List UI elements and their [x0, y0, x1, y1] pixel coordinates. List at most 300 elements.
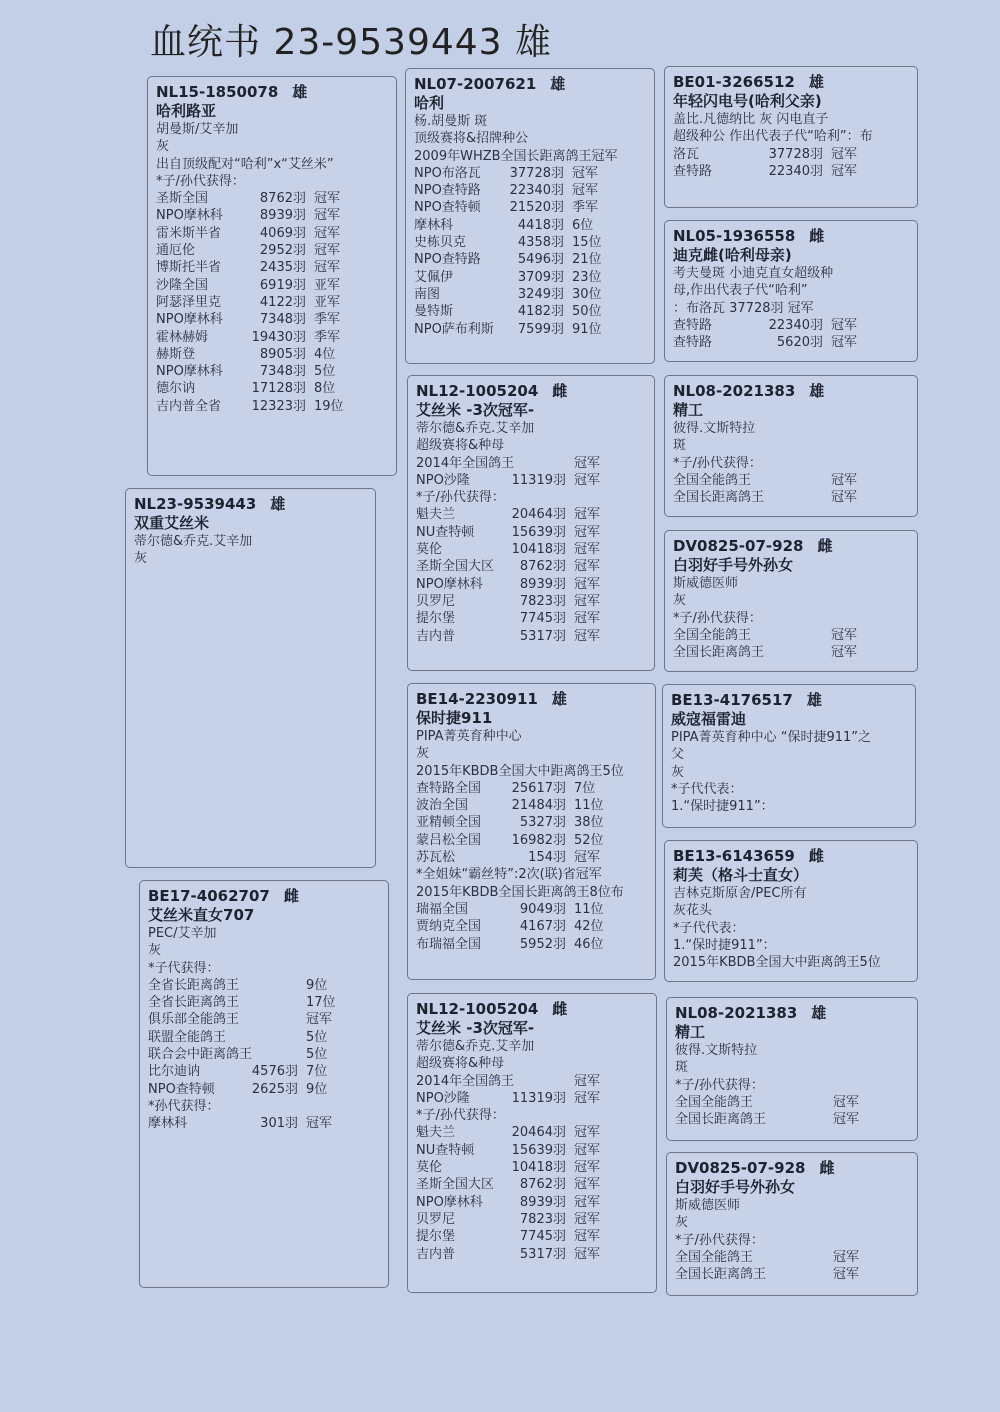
ring-number	[414, 75, 646, 93]
record-result: 5位	[306, 1029, 328, 1045]
record-race: 全省长距离鸽王	[148, 977, 240, 993]
record-row	[675, 1111, 909, 1128]
info-line: 灰花头	[673, 903, 713, 919]
record-birds: 5620羽	[776, 335, 823, 351]
record-race: 布瑞福全国	[416, 936, 482, 952]
record-result: 冠军	[572, 165, 599, 181]
record-result: 30位	[572, 286, 602, 302]
record-result: 11位	[574, 901, 604, 917]
record-result: 冠军	[314, 243, 341, 259]
bird-name: 保时捷911	[416, 709, 493, 727]
info-line: 盖比.凡德纳比 灰 闪电直子	[673, 112, 829, 127]
info-line: 超级赛将&种母	[416, 1056, 505, 1072]
pedigree-card-sire	[147, 76, 397, 476]
record-birds: 15639羽	[511, 524, 566, 540]
record-race: NU查特顿	[416, 1142, 475, 1158]
record-birds	[763, 1111, 833, 1128]
record-row	[416, 1176, 648, 1193]
ring-number	[673, 537, 909, 555]
record-result: 冠军	[574, 611, 601, 627]
record-row	[416, 1228, 648, 1245]
info-line: 出自顶级配对“哈利”x“艾丝米”	[156, 156, 334, 172]
record-result: 冠军	[574, 542, 601, 558]
record-birds: 17128羽	[251, 381, 306, 397]
record-result: 冠军	[314, 208, 341, 224]
info-line: 斯威德医师	[673, 576, 739, 591]
record-result: 冠军	[574, 507, 601, 523]
record-result: 冠军	[314, 225, 341, 241]
record-row	[156, 329, 388, 346]
record-race: 全国长距离鸽王	[675, 1267, 767, 1283]
ring-id: NL05-1936558	[673, 227, 796, 245]
info-line: *子/孙代获得：	[675, 1077, 764, 1093]
record-row	[416, 832, 647, 849]
record-row	[414, 286, 646, 303]
record-birds: 7599羽	[517, 321, 564, 337]
record-row	[416, 1142, 648, 1159]
pedigree-card-ggp-8	[666, 1152, 918, 1296]
record-result: 冠军	[831, 146, 858, 162]
record-result: 冠军	[314, 260, 341, 276]
info-line: 蒂尔德&乔克.艾辛加	[416, 1039, 535, 1054]
ring-id: NL08-2021383	[675, 1004, 798, 1022]
record-race: 查特路	[673, 163, 713, 179]
record-row	[673, 627, 909, 644]
record-race: 全国全能鸽王	[675, 1249, 754, 1265]
record-race: 亚精顿全国	[416, 815, 482, 831]
record-row	[675, 1094, 909, 1111]
sex-label: 雌	[819, 1159, 835, 1177]
record-birds: 8939羽	[259, 208, 306, 224]
record-result: 38位	[574, 815, 604, 831]
record-row	[156, 380, 388, 397]
record-row	[156, 398, 388, 415]
record-row	[156, 242, 388, 259]
info-line: 杨.胡曼斯 斑	[414, 114, 488, 129]
record-result: 冠军	[831, 645, 858, 661]
record-race: 雷米斯半省	[156, 225, 222, 241]
record-row	[416, 1090, 648, 1107]
record-result: 冠军	[574, 472, 601, 488]
record-race: 全国全能鸽王	[673, 472, 752, 488]
bird-name: 白羽好手号外孙女	[673, 556, 794, 574]
info-line: *孙代获得：	[148, 1098, 220, 1114]
record-row	[156, 225, 388, 242]
record-race: 苏瓦松	[416, 850, 456, 866]
info-line: 胡曼斯/艾辛加	[156, 122, 239, 137]
info-line: 灰	[673, 593, 687, 609]
record-row	[416, 918, 647, 935]
info-line: *子/孙代获得：	[675, 1232, 764, 1248]
ring-id: NL23-9539443	[134, 495, 257, 513]
record-birds: 11319羽	[511, 1090, 566, 1106]
record-race: NPO沙隆	[416, 472, 470, 488]
ring-number	[416, 382, 646, 400]
ring-id: DV0825-07-928	[673, 537, 804, 555]
ring-id: BE17-4062707	[148, 887, 270, 905]
record-birds: 4167羽	[519, 919, 566, 935]
record-race: NPO摩林科	[156, 364, 223, 380]
record-result: 冠军	[574, 593, 601, 609]
record-result: 冠军	[833, 1112, 860, 1128]
pedigree-card-ggp-6	[664, 840, 918, 982]
record-birds: 21484羽	[511, 798, 566, 814]
record-result: 冠军	[833, 1267, 860, 1283]
record-birds: 2625羽	[251, 1081, 298, 1097]
record-race: 圣斯全国大区	[416, 559, 495, 575]
record-row	[416, 849, 647, 866]
bird-name: 双重艾丝米	[134, 514, 210, 532]
record-row	[156, 346, 388, 363]
record-row	[673, 146, 909, 163]
record-row	[416, 1073, 648, 1090]
ring-number	[675, 1004, 909, 1022]
info-line: *子代获得：	[148, 960, 220, 976]
record-result: 冠军	[572, 183, 599, 199]
record-row	[156, 207, 388, 224]
record-birds	[236, 1011, 306, 1028]
ring-number	[156, 83, 388, 101]
record-birds: 2435羽	[259, 260, 306, 276]
record-result: 冠军	[314, 191, 341, 207]
ring-id: NL12-1005204	[416, 382, 539, 400]
record-birds: 22340羽	[768, 163, 823, 179]
record-row	[156, 277, 388, 294]
record-birds: 7745羽	[519, 1229, 566, 1245]
record-race: NPO布洛瓦	[414, 165, 481, 181]
record-result: 17位	[306, 995, 336, 1011]
record-row	[148, 1063, 380, 1080]
record-race: 联盟全能鸽王	[148, 1029, 227, 1045]
sex-label: 雄	[808, 73, 824, 91]
pedigree-card-ggp-7	[666, 997, 918, 1141]
ring-number	[673, 73, 909, 91]
record-race: 圣斯全国	[156, 191, 209, 207]
record-result: 8位	[314, 381, 336, 397]
record-row	[414, 165, 646, 182]
record-race: 蒙吕松全国	[416, 832, 482, 848]
ring-id: NL07-2007621	[414, 75, 537, 93]
record-race: 瑞福全国	[416, 901, 469, 917]
record-birds: 4182羽	[517, 304, 564, 320]
record-race: 2014年全国鸽王	[416, 455, 515, 471]
record-result: 冠军	[574, 1142, 601, 1158]
record-row	[148, 1029, 380, 1046]
record-row	[414, 251, 646, 268]
record-race: 提尔堡	[416, 1229, 456, 1245]
record-race: 全省长距离鸽王	[148, 995, 240, 1011]
ring-number	[673, 382, 909, 400]
info-line: 灰	[416, 746, 430, 762]
record-birds: 301羽	[260, 1116, 298, 1132]
sex-label: 雄	[551, 690, 567, 708]
record-birds	[504, 1073, 574, 1090]
ring-id: NL08-2021383	[673, 382, 796, 400]
info-line: *子/孙代获得：	[673, 610, 762, 626]
record-birds: 8762羽	[519, 1177, 566, 1193]
record-result: 冠军	[574, 455, 601, 471]
info-line: 母,作出代表子代“哈利”	[673, 283, 808, 299]
record-result: 冠军	[574, 524, 601, 540]
record-race: 摩林科	[148, 1116, 188, 1132]
record-result: 冠军	[574, 850, 601, 866]
bird-name: 哈利	[414, 94, 445, 112]
info-line: PIPA菁英育种中心	[416, 729, 522, 744]
sex-label: 雄	[292, 83, 308, 101]
record-result: 冠军	[574, 1229, 601, 1245]
sex-label: 雄	[270, 495, 286, 513]
info-line: 超级种公 作出代表子代“哈利”：布	[673, 129, 873, 145]
record-race: NPO查特路	[414, 252, 481, 268]
info-line: 2015年KBDB全国长距离鸽王8位布	[416, 884, 624, 900]
record-row	[148, 1011, 380, 1028]
record-birds: 16982羽	[511, 832, 566, 848]
info-line: 1.“保时捷911”：	[673, 937, 776, 953]
record-result: 季军	[572, 200, 599, 216]
record-result: 9位	[306, 977, 328, 993]
record-result: 冠军	[574, 1160, 601, 1176]
ring-number	[671, 691, 907, 709]
record-race: 吉内普全省	[156, 398, 222, 414]
info-line: *子/孙代获得：	[416, 490, 505, 506]
record-row	[416, 1194, 648, 1211]
record-birds: 7348羽	[259, 312, 306, 328]
record-row	[414, 269, 646, 286]
record-result: 50位	[572, 304, 602, 320]
pedigree-card-dam	[139, 880, 389, 1288]
record-result: 42位	[574, 919, 604, 935]
record-birds	[504, 455, 574, 472]
record-race: 全国长距离鸽王	[673, 490, 765, 506]
info-line: 蒂尔德&乔克.艾辛加	[134, 534, 253, 549]
record-row	[675, 1249, 909, 1266]
record-race: 波治全国	[416, 798, 469, 814]
record-birds: 3709羽	[517, 269, 564, 285]
record-birds	[763, 1249, 833, 1266]
bird-name: 哈利路亚	[156, 102, 217, 120]
record-birds: 2952羽	[259, 243, 306, 259]
record-row	[156, 363, 388, 380]
record-result: 冠军	[831, 335, 858, 351]
record-result: 21位	[572, 252, 602, 268]
pedigree-card-ggp-3	[664, 375, 918, 517]
pedigree-card-sire-sire	[405, 68, 655, 364]
info-line: 超级赛将&种母	[416, 438, 505, 454]
record-result: 7位	[306, 1064, 328, 1080]
bird-name: 精工	[673, 401, 704, 419]
info-line: 斯威德医师	[675, 1198, 741, 1213]
record-birds: 154羽	[528, 850, 566, 866]
record-birds: 12323羽	[251, 398, 306, 414]
sex-label: 雌	[809, 227, 825, 245]
record-race: 查特路	[673, 317, 713, 333]
record-race: 联合会中距离鸽王	[148, 1047, 253, 1063]
record-race: 魁夫兰	[416, 1125, 456, 1141]
info-line: *子/孙代获得：	[416, 1108, 505, 1124]
record-result: 冠军	[574, 1125, 601, 1141]
pedigree-card-subject	[125, 488, 376, 868]
record-result: 冠军	[833, 1249, 860, 1265]
record-race: NU查特顿	[416, 524, 475, 540]
record-birds: 37728羽	[509, 165, 564, 181]
ring-number	[416, 1000, 648, 1018]
info-line: 彼得.文斯特拉	[675, 1043, 758, 1058]
record-birds: 5952羽	[519, 936, 566, 952]
record-result: 52位	[574, 832, 604, 848]
pedigree-card-dam-dam	[407, 993, 657, 1293]
record-result: 冠军	[831, 317, 858, 333]
record-birds: 8905羽	[259, 346, 306, 362]
info-line: PIPA菁英育种中心 “保时捷911”之	[671, 730, 871, 745]
record-row	[673, 163, 909, 180]
record-birds: 9049羽	[519, 901, 566, 917]
record-birds	[236, 994, 306, 1011]
record-result: 冠军	[574, 628, 601, 644]
info-line: 灰	[148, 943, 162, 959]
record-race: 摩林科	[414, 217, 454, 233]
record-race: 全国全能鸽王	[675, 1094, 754, 1110]
bird-name: 白羽好手号外孙女	[675, 1178, 796, 1196]
info-line: 蒂尔德&乔克.艾辛加	[416, 421, 535, 436]
record-row	[416, 1159, 648, 1176]
record-row	[414, 199, 646, 216]
record-race: 通厄伦	[156, 243, 196, 259]
record-result: 冠军	[574, 1194, 601, 1210]
sex-label: 雌	[817, 537, 833, 555]
record-result: 冠军	[831, 163, 858, 179]
record-row	[414, 217, 646, 234]
record-result: 冠军	[306, 1116, 333, 1132]
record-birds: 3249羽	[517, 286, 564, 302]
info-line: 灰	[675, 1215, 689, 1231]
info-line: 考夫曼斑 小迪克直女超级种	[673, 266, 834, 281]
record-row	[148, 1115, 380, 1132]
record-row	[148, 977, 380, 994]
record-birds: 4358羽	[517, 235, 564, 251]
record-birds: 22340羽	[509, 183, 564, 199]
record-row	[416, 610, 646, 627]
record-result: 冠军	[574, 1246, 601, 1262]
record-race: 比尔迪讷	[148, 1064, 201, 1080]
record-row	[416, 1211, 648, 1228]
record-birds: 5327羽	[519, 815, 566, 831]
record-result: 冠军	[831, 627, 858, 643]
record-row	[156, 311, 388, 328]
record-birds	[761, 489, 831, 506]
record-race: 全国长距离鸽王	[673, 645, 765, 661]
record-birds: 8762羽	[519, 559, 566, 575]
record-row	[416, 901, 647, 918]
record-birds: 4069羽	[259, 225, 306, 241]
info-line: 斑	[675, 1060, 689, 1076]
record-result: 冠军	[574, 1211, 601, 1227]
info-line: *子/孙代获得：	[673, 455, 762, 471]
record-result: 11位	[574, 798, 604, 814]
record-result: 冠军	[831, 490, 858, 506]
record-birds: 10418羽	[511, 1160, 566, 1176]
record-result: 23位	[572, 269, 602, 285]
info-line: 2015年KBDB全国大中距离鸽王5位	[673, 955, 881, 971]
record-birds: 4576羽	[251, 1064, 298, 1080]
record-birds: 6919羽	[259, 277, 306, 293]
record-row	[416, 1246, 648, 1263]
bird-name: 威寇福雷迪	[671, 710, 747, 728]
record-row	[416, 593, 646, 610]
record-race: 沙隆全国	[156, 277, 209, 293]
pedigree-card-ggp-4	[664, 530, 918, 672]
info-line: *子代代表：	[673, 920, 745, 936]
ring-number	[148, 887, 380, 905]
ring-number	[416, 690, 647, 708]
record-birds: 10418羽	[511, 542, 566, 558]
record-race: 俱乐部全能鸽王	[148, 1012, 240, 1028]
record-race: NPO查特路	[414, 183, 481, 199]
record-row	[416, 1124, 648, 1141]
record-birds	[763, 1094, 833, 1111]
record-birds: 20464羽	[511, 507, 566, 523]
record-row	[673, 644, 909, 661]
record-birds: 8939羽	[519, 576, 566, 592]
record-row	[416, 576, 646, 593]
info-line: 顶级赛将&招牌种公	[414, 131, 529, 147]
record-row	[156, 259, 388, 276]
record-race: 提尔堡	[416, 611, 456, 627]
record-race: 德尔讷	[156, 381, 196, 397]
record-race: 曼特斯	[414, 304, 454, 320]
ring-id: BE01-3266512	[673, 73, 795, 91]
sex-label: 雌	[552, 382, 568, 400]
record-race: 圣斯全国大区	[416, 1177, 495, 1193]
pedigree-card-ggp-1	[664, 66, 918, 208]
record-race: 吉内普	[416, 1246, 456, 1262]
record-birds: 5496羽	[517, 252, 564, 268]
ring-id: NL12-1005204	[416, 1000, 539, 1018]
record-birds	[763, 1266, 833, 1283]
sex-label: 雌	[283, 887, 299, 905]
record-result: 9位	[306, 1081, 328, 1097]
record-birds	[761, 472, 831, 489]
ring-number	[673, 227, 909, 245]
record-birds	[236, 1046, 306, 1063]
record-race: 查特路	[673, 335, 713, 351]
record-birds: 5317羽	[519, 1246, 566, 1262]
record-result: 91位	[572, 321, 602, 337]
record-result: 19位	[314, 398, 344, 414]
info-line: 灰	[134, 551, 148, 567]
record-race: 莫伦	[416, 1160, 443, 1176]
record-row	[416, 814, 647, 831]
info-line: 吉林克斯原舍/PEC所有	[673, 886, 807, 901]
record-birds: 15639羽	[511, 1142, 566, 1158]
page-title: 血统书 23-9539443 雄	[150, 22, 553, 63]
record-birds	[761, 627, 831, 644]
bird-name: 艾丝米直女707	[148, 906, 255, 924]
record-birds: 7745羽	[519, 611, 566, 627]
info-line: ：布洛瓦 37728羽 冠军	[673, 300, 814, 316]
record-row	[414, 182, 646, 199]
record-result: 冠军	[306, 1012, 333, 1028]
info-line: 2009年WHZB全国长距离鸽王冠军	[414, 148, 618, 164]
ring-number	[673, 847, 909, 865]
bird-name: 迪克雌(哈利母亲)	[673, 246, 792, 264]
record-race: 贝罗尼	[416, 593, 456, 609]
record-result: 冠军	[574, 559, 601, 575]
record-race: 贾纳克全国	[416, 919, 482, 935]
record-race: 阿瑟泽里克	[156, 294, 222, 310]
record-row	[673, 334, 909, 351]
info-line: *子代代表：	[671, 781, 743, 797]
record-row	[675, 1266, 909, 1283]
